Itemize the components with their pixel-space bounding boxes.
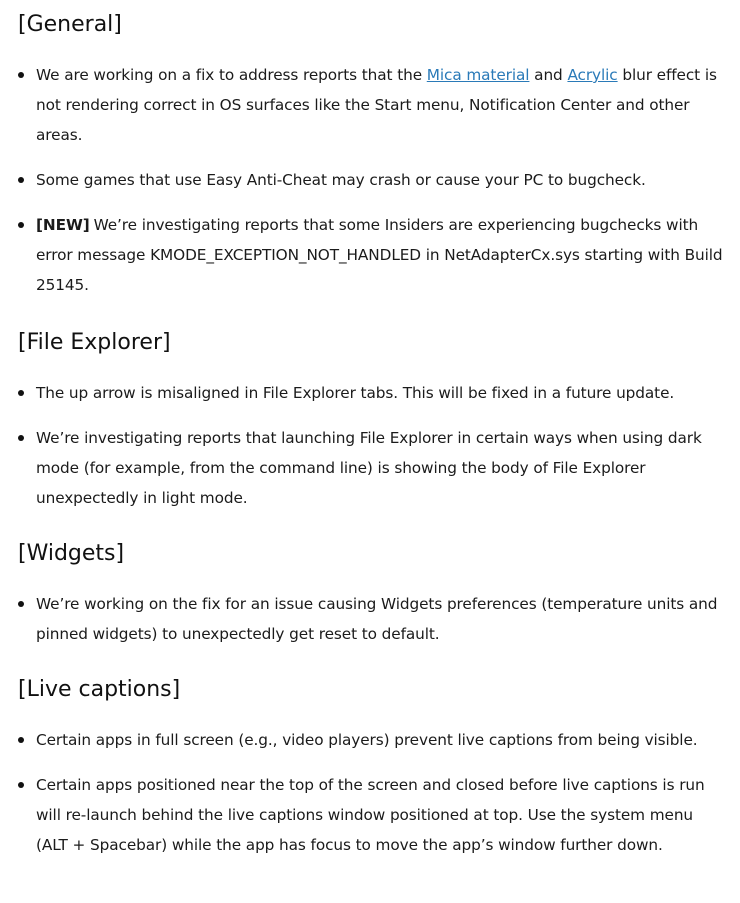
file-explorer-list [18,378,726,513]
item-text: and [529,66,568,84]
list-item [18,423,726,513]
list-item [18,210,726,300]
mica-material-link[interactable]: Mica material [426,66,530,84]
list-item [18,378,726,408]
live-captions-list [18,725,726,860]
item-text: We’re investigating reports that some Insiders are experiencing bugchecks with error message KMODE_EXCEPTION_NOT_HANDLED in NetAdapterCx.sys starting with Build 25145. [36,216,723,294]
section-widgets [18,539,726,649]
general-list [18,60,726,300]
list-item [18,589,726,649]
item-text: We’re working on the fix for an issue causing Widgets preferences (temperature units and pinned widgets) to unexpectedly get reset to default. [36,595,718,643]
list-item [18,165,726,195]
new-tag: [NEW] [36,216,90,234]
section-general [18,10,726,300]
item-text: Certain apps in full screen (e.g., video players) prevent live captions from being visible. [36,731,698,749]
section-file-explorer [18,328,726,513]
item-text: We’re investigating reports that launching File Explorer in certain ways when using dark mode (for example, from the command line) is showing the body of File Explorer unexpectedly in light mode. [36,429,702,507]
section-live-captions [18,675,726,860]
item-text: Certain apps positioned near the top of the screen and closed before live captions is run will re-launch behind the live captions window positioned at top. Use the system menu (ALT + Spacebar) while the app has focus to move the app’s window further down. [36,776,705,854]
section-title-file-explorer: [File Explorer] [18,330,171,355]
section-title-live-captions: [Live captions] [18,677,181,702]
list-item [18,60,726,150]
list-item [18,770,726,860]
acrylic-link[interactable]: Acrylic [567,66,618,84]
item-text: Some games that use Easy Anti-Cheat may crash or cause your PC to bugcheck. [36,171,646,189]
item-text: We are working on a fix to address reports that the [36,66,427,84]
section-title-general: [General] [18,12,122,37]
widgets-list [18,589,726,649]
item-text: The up arrow is misaligned in File Explorer tabs. This will be fixed in a future update. [36,384,675,402]
section-title-widgets: [Widgets] [18,541,125,566]
list-item [18,725,726,755]
item-text: blur effect is not rendering correct in OS surfaces like the Start menu, Notification Center and other areas. [36,66,717,144]
